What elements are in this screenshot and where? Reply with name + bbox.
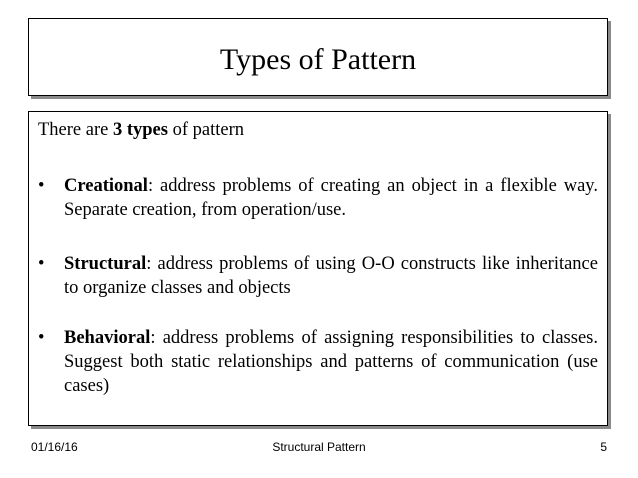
bullet-text	[64, 174, 598, 222]
footer-date: 01/16/16	[31, 440, 78, 454]
bullet-description: : address problems of using O-O constructs like inheritance to organize classes and objects	[64, 254, 598, 298]
bullet-icon: •	[38, 254, 45, 274]
content-box	[28, 111, 608, 426]
bullet-description: : address problems of creating an object in a flexible way. Separate creation, from operation/use.	[64, 176, 598, 220]
title-box	[28, 18, 608, 96]
bullet-term: Behavioral	[64, 328, 151, 348]
intro-prefix: There are	[38, 120, 113, 140]
bullet-behavioral	[38, 326, 598, 398]
intro-suffix: of pattern	[167, 120, 244, 140]
bullet-term: Structural	[64, 254, 147, 274]
slide-title: Types of Pattern	[219, 43, 417, 76]
bullet-term: Creational	[64, 176, 148, 196]
bullet-icon: •	[38, 328, 45, 348]
intro-line	[38, 118, 244, 142]
footer-title: Structural Pattern	[272, 440, 366, 454]
bullet-creational	[38, 174, 598, 222]
bullet-icon: •	[38, 176, 45, 196]
bullet-description: : address problems of assigning responsibilities to classes. Suggest both static relationships and patterns of communication (use cases)	[64, 328, 598, 396]
bullet-text	[64, 326, 598, 398]
intro-bold: 3 types	[112, 120, 168, 140]
footer-page-number: 5	[600, 440, 607, 454]
bullet-text	[64, 252, 598, 300]
bullet-structural	[38, 252, 598, 300]
